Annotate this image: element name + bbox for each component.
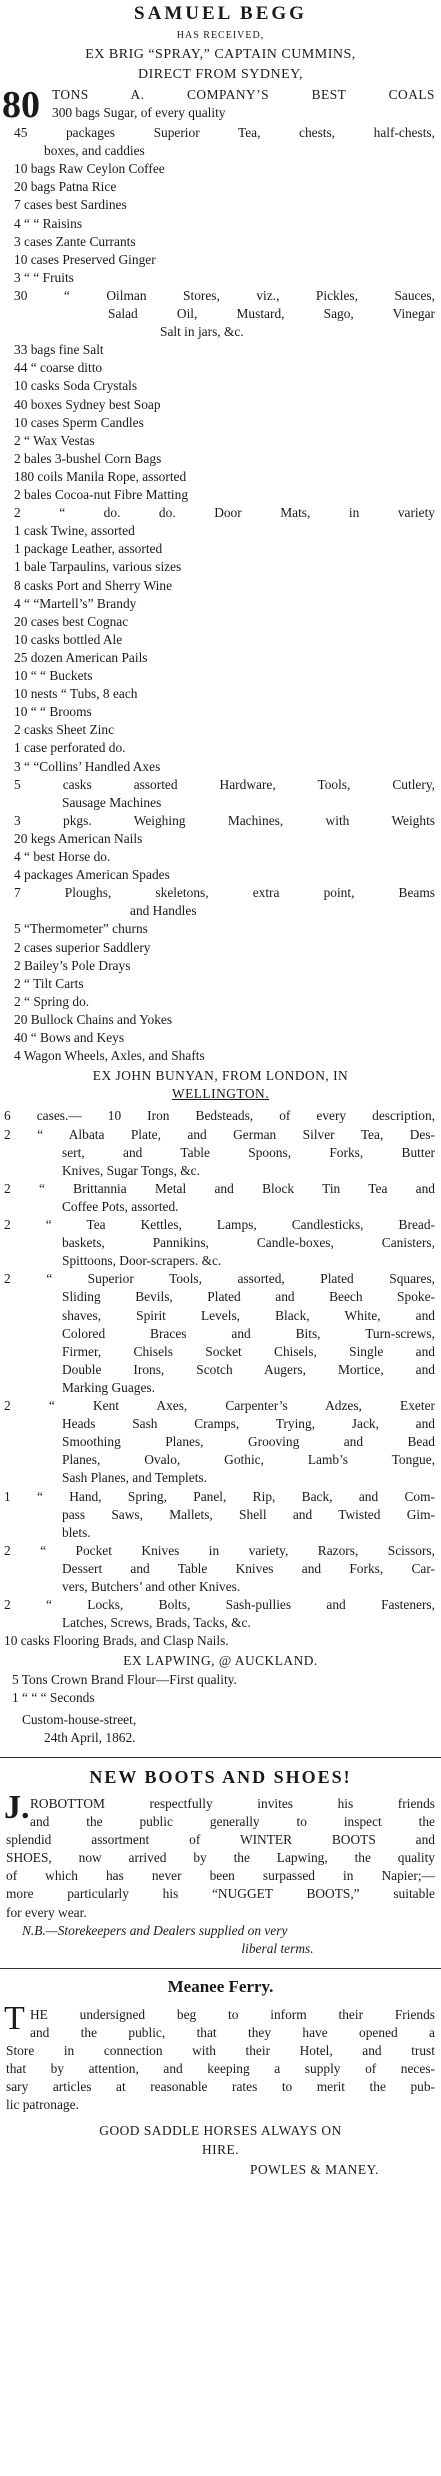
goods-item: 2 “ Brittannia Metal and Block Tin Tea and: [4, 1180, 435, 1196]
has-received: HAS RECEIVED,: [176, 30, 265, 41]
goods-item: 4 “ “ Raisins: [14, 215, 83, 231]
boots-line: for every wear.: [6, 1904, 87, 1920]
goods-item: 2 “ Kent Axes, Carpenter’s Adzes, Exeter: [4, 1398, 435, 1413]
goods-item: 4 “ best Horse do.: [14, 849, 111, 864]
goods-item: 10 “ “ Brooms: [14, 704, 92, 720]
goods-item: 1 “ “ “ Seconds: [12, 1689, 95, 1705]
goods-item: 3 “ “Collins’ Handled Axes: [14, 758, 161, 774]
goods-item: pass Saws, Mallets, Shell and Twisted Gim-: [62, 1506, 435, 1522]
goods-item: Planes, Ovalo, Gothic, Lamb’s Tongue,: [62, 1452, 435, 1468]
goods-item: Coffee Pots, assorted.: [62, 1198, 179, 1214]
goods-item: Marking Guages.: [62, 1379, 155, 1395]
goods-item: shaves, Spirit Levels, Black, White, and: [62, 1307, 435, 1323]
goods-item: 2 “ Pocket Knives in variety, Razors, Scissors,: [4, 1542, 435, 1558]
boots-line: SHOES, now arrived by the Lapwing, the quality: [6, 1850, 435, 1866]
goods-item: boxes, and caddies: [44, 143, 145, 159]
ferry-line: that by attention, and keeping a supply of neces-: [6, 2061, 435, 2077]
goods-item: 4 “ “Martell’s” Brandy: [14, 595, 137, 611]
goods-item: 45 packages Superior Tea, chests, half-chests,: [14, 125, 435, 140]
goods-item: 2 bales 3-bushel Corn Bags: [14, 450, 162, 466]
goods-item: 1 package Leather, assorted: [14, 541, 163, 557]
goods-item: 20 Bullock Chains and Yokes: [14, 1011, 173, 1027]
goods-item: Dessert and Table Knives and Forks, Car-: [62, 1560, 435, 1576]
divider: [0, 1968, 441, 1969]
goods-item: 2 “ Wax Vestas: [14, 432, 95, 448]
note-line-2: liberal terms.: [241, 1940, 314, 1956]
from-line: DIRECT FROM SYDNEY,: [138, 67, 303, 82]
goods-item: 2 bales Cocoa-nut Fibre Matting: [14, 487, 189, 502]
boots-line: more particularly his “NUGGET BOOTS,” suitable: [6, 1886, 435, 1902]
horses-line-2: HIRE.: [201, 2141, 240, 2157]
goods-item: baskets, Pannikins, Candle-boxes, Canisters,: [62, 1235, 435, 1251]
goods-item: 2 “ Spring do.: [14, 993, 90, 1009]
goods-item: 10 cases Sperm Candles: [14, 414, 144, 430]
goods-item: 10 cases Preserved Ginger: [14, 251, 156, 267]
divider: [0, 1757, 441, 1758]
section-heading-john-bunyan: EX JOHN BUNYAN, FROM LONDON, IN: [92, 1068, 349, 1084]
ship-line: EX BRIG “SPRAY,” CAPTAIN CUMMINS,: [85, 47, 356, 62]
ad-title-ferry: Meanee Ferry.: [167, 1976, 274, 1996]
goods-item: 1 case perforated do.: [14, 740, 126, 756]
drop-letter-t: T: [4, 1999, 25, 2037]
goods-item: Salad Oil, Mustard, Sago, Vinegar: [108, 306, 435, 321]
horses-line-1: GOOD SADDLE HORSES ALWAYS ON: [99, 2123, 342, 2139]
goods-item: Colored Braces and Bits, Turn-screws,: [62, 1325, 435, 1341]
ferry-line: and the public, that they have opened a: [30, 2024, 435, 2040]
goods-item: blets.: [62, 1524, 91, 1540]
goods-item: Latches, Screws, Brads, Tacks, &c.: [62, 1615, 251, 1631]
address: Custom-house-street,: [22, 1711, 137, 1727]
goods-item: 2 “ Albata Plate, and German Silver Tea, Des-: [4, 1126, 435, 1142]
goods-item: 1 “ Hand, Spring, Panel, Rip, Back, and Com-: [4, 1488, 435, 1504]
ferry-line: Store in connection with their Hotel, and trust: [6, 2043, 435, 2058]
goods-item: Sausage Machines: [62, 794, 162, 810]
goods-item: 3 “ “ Fruits: [14, 269, 74, 285]
goods-item: 7 Ploughs, skeletons, extra point, Beams: [14, 885, 435, 901]
goods-item: 5 Tons Crown Brand Flour—First quality.: [12, 1671, 237, 1687]
goods-item: 20 cases best Cognac: [14, 613, 129, 629]
goods-item: 4 Wagon Wheels, Axles, and Shafts: [14, 1048, 205, 1064]
goods-item: Knives, Sugar Tongs, &c.: [62, 1162, 200, 1178]
goods-item: sert, and Table Spoons, Forks, Butter: [62, 1144, 435, 1160]
ad-title-boots: NEW BOOTS AND SHOES!: [89, 1766, 352, 1787]
goods-item: 180 coils Manila Rope, assorted: [14, 468, 187, 484]
goods-item: 20 kegs American Nails: [14, 830, 143, 846]
goods-item: 5 casks assorted Hardware, Tools, Cutlery,: [14, 776, 435, 792]
goods-item: 25 dozen American Pails: [14, 649, 148, 665]
goods-item: Double Irons, Scotch Augers, Mortice, and: [62, 1361, 435, 1377]
drop-number: 80: [2, 84, 40, 126]
boots-line: splendid assortment of WINTER BOOTS and: [6, 1832, 435, 1848]
goods-item: 3 cases Zante Currants: [14, 233, 136, 249]
boots-line: of which has never been surpassed in Napier;—: [6, 1868, 435, 1884]
sugar-line: 300 bags Sugar, of every quality: [52, 105, 226, 120]
section-heading-lapwing: EX LAPWING, @ AUCKLAND.: [123, 1653, 318, 1669]
goods-item: 2 “ Locks, Bolts, Sash-pullies and Fasteners,: [4, 1597, 435, 1613]
goods-item: 2 “ Superior Tools, assorted, Plated Squares,: [4, 1271, 435, 1287]
goods-item: Sash Planes, and Templets.: [62, 1470, 207, 1486]
goods-item: 2 Bailey’s Pole Drays: [14, 957, 131, 973]
signature: POWLES & MANEY.: [250, 2161, 379, 2177]
date: 24th April, 1862.: [44, 1729, 136, 1745]
goods-item: vers, Butchers’ and other Knives.: [62, 1579, 241, 1594]
ferry-line: HE undersigned beg to inform their Friends: [30, 2006, 435, 2022]
goods-item: 8 casks Port and Sherry Wine: [14, 577, 173, 593]
ferry-line: sary articles at reasonable rates to merit the pub-: [6, 2079, 435, 2095]
ferry-line: lic patronage.: [6, 2097, 79, 2113]
goods-item: 33 bags fine Salt: [14, 342, 104, 358]
goods-item: 10 casks Flooring Brads, and Clasp Nails.: [4, 1633, 229, 1649]
goods-item: 5 “Thermometer” churns: [14, 921, 148, 937]
note-line-1: N.B.—Storekeepers and Dealers supplied on very: [22, 1922, 288, 1938]
boots-line: ROBOTTOM respectfully invites his friends: [30, 1795, 435, 1811]
goods-item: 3 pkgs. Weighing Machines, with Weights: [14, 812, 435, 828]
ad-title: SAMUEL BEGG: [134, 3, 307, 24]
goods-item: 10 bags Raw Ceylon Coffee: [14, 161, 165, 177]
goods-item: 40 boxes Sydney best Soap: [14, 396, 161, 412]
goods-item: 2 cases superior Saddlery: [14, 939, 151, 955]
goods-item: 10 nests “ Tubs, 8 each: [14, 686, 138, 702]
goods-item: 2 casks Sheet Zinc: [14, 722, 115, 738]
coal-line: TONS A. COMPANY’S BEST COALS: [52, 87, 435, 102]
goods-item: Smoothing Planes, Grooving and Bead: [62, 1434, 435, 1450]
goods-item: 2 “ do. do. Door Mats, in variety: [14, 505, 435, 521]
goods-item: 40 “ Bows and Keys: [14, 1030, 125, 1045]
boots-line: and the public generally to inspect the: [30, 1814, 435, 1829]
goods-item: Heads Sash Cramps, Trying, Jack, and: [62, 1416, 435, 1432]
goods-item: Firmer, Chisels Socket Chisels, Single and: [62, 1343, 435, 1359]
goods-item: Spittoons, Door-scrapers. &c.: [62, 1253, 222, 1269]
goods-item: 10 casks bottled Ale: [14, 631, 123, 647]
goods-item: 4 packages American Spades: [14, 867, 170, 883]
goods-item: 30 “ Oilman Stores, viz., Pickles, Sauces,: [14, 287, 435, 303]
drop-letter-j: J.: [4, 1788, 30, 1826]
goods-item: 10 casks Soda Crystals: [14, 378, 138, 394]
goods-item: 2 “ Tilt Carts: [14, 975, 84, 991]
goods-item: 1 bale Tarpaulins, various sizes: [14, 559, 182, 575]
goods-item: 2 “ Tea Kettles, Lamps, Candlesticks, Bread-: [4, 1217, 435, 1232]
goods-item: Sliding Bevils, Plated and Beech Spoke-: [62, 1289, 435, 1305]
goods-item: 7 cases best Sardines: [14, 197, 127, 213]
goods-item: 10 “ “ Buckets: [14, 668, 93, 683]
goods-item: 44 “ coarse ditto: [14, 360, 103, 376]
section-heading-wellington: WELLINGTON.: [171, 1086, 270, 1102]
goods-item: 20 bags Patna Rice: [14, 179, 117, 195]
goods-item: and Handles: [130, 903, 197, 919]
goods-item: 1 cask Twine, assorted: [14, 523, 135, 539]
goods-item: Salt in jars, &c.: [160, 324, 244, 340]
goods-item: 6 cases.— 10 Iron Bedsteads, of every description,: [4, 1108, 435, 1124]
